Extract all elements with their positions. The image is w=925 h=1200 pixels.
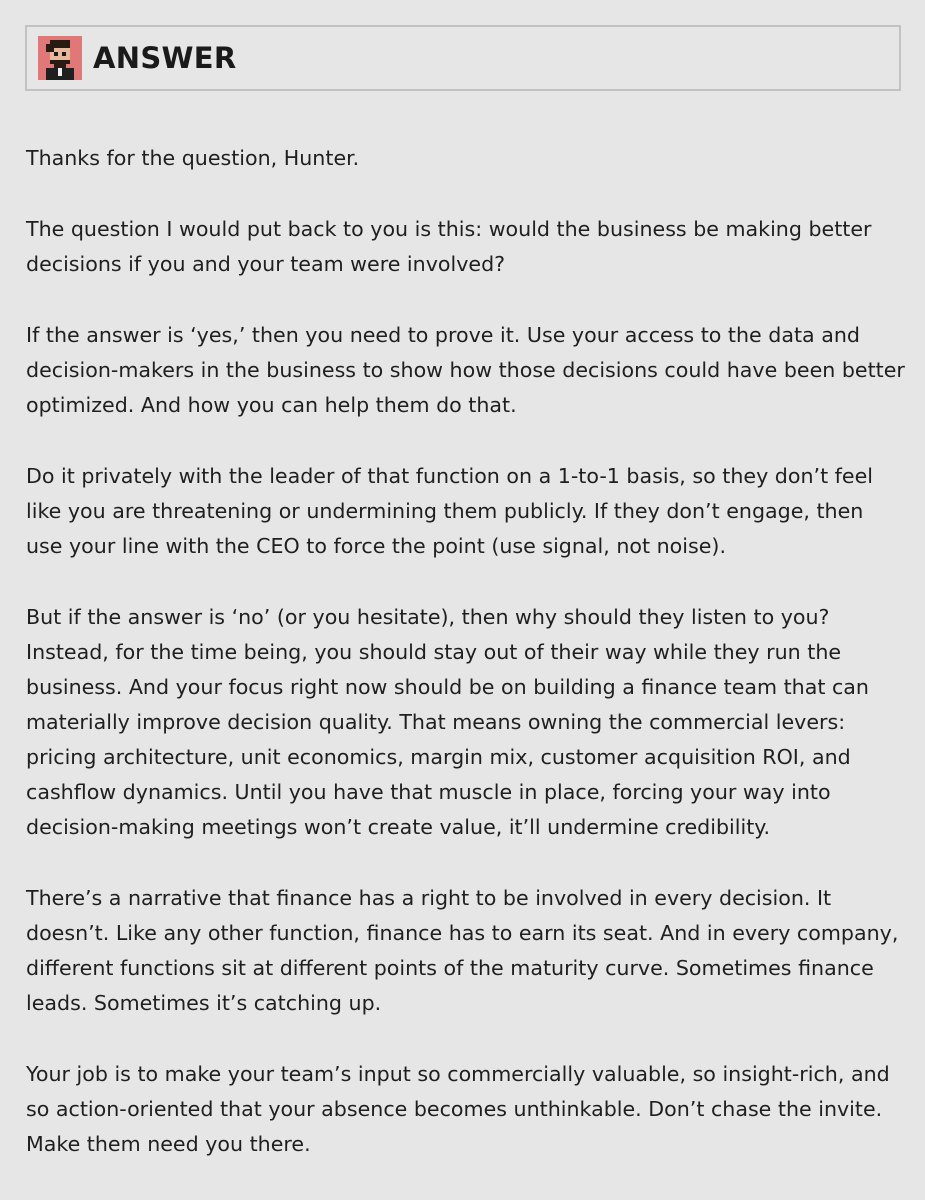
answer-title: ANSWER — [93, 41, 237, 75]
paragraph: If the answer is ‘yes,’ then you need to prove it. Use your access to the data and decision-makers in the business to show how those decisions could have been better optimized. And how you can help them do that. — [26, 323, 905, 417]
paragraph: Your job is to make your team’s input so commercially valuable, so insight-rich, and so action-oriented that your absence becomes unthinkable. Don’t chase the invite. Make them need you there. — [26, 1062, 890, 1156]
answer-body — [26, 141, 906, 1198]
paragraph: Thanks for the question, Hunter. — [26, 146, 360, 170]
paragraph: Do it privately with the leader of that function on a 1-to-1 basis, so they don’t feel like you are threatening or undermining them publicly. If they don’t engage, then use your line with the CEO to force the point (use signal, not noise). — [26, 464, 873, 558]
paragraph: There’s a narrative that finance has a right to be involved in every decision. It doesn’t. Like any other function, finance has to earn its seat. And in every company, different functions sit at different points of the maturity curve. Sometimes finance leads. Sometimes it’s catching up. — [26, 886, 899, 1015]
pixel-portrait-icon — [38, 36, 82, 80]
paragraph: The question I would put back to you is this: would the business be making better decisions if you and your team were involved? — [26, 217, 872, 276]
answer-header — [25, 25, 901, 91]
paragraph: But if the answer is ‘no’ (or you hesitate), then why should they listen to you? Instead, for the time being, you should stay out of their way while they run the business. And your focus right now should be on building a finance team that can materially improve decision quality. That means owning the commercial levers: pricing architecture, unit economics, margin mix, customer acquisition ROI, and cashflow dynamics. Until you have that muscle in place, forcing your way into decision-making meetings won’t create value, it’ll undermine credibility. — [26, 605, 869, 839]
